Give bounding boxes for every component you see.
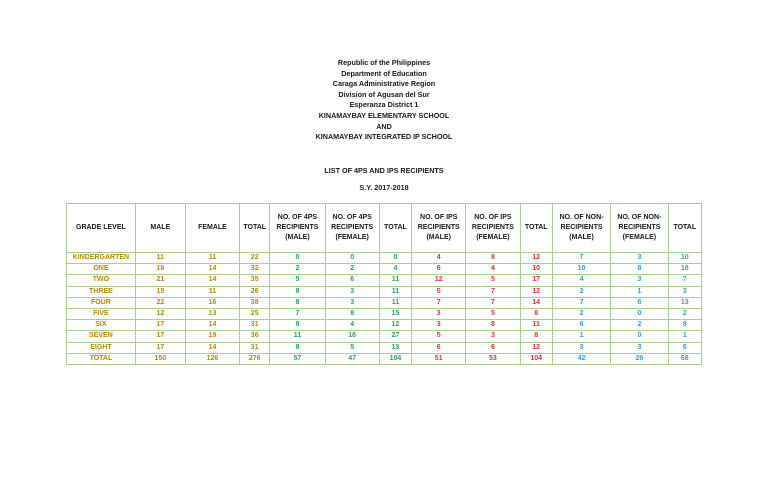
ips-female-cell: 6 xyxy=(466,342,520,353)
col-header-4ps-female: NO. OF 4PS RECIPIENTS (FEMALE) xyxy=(325,204,379,253)
non-female-cell: 6 xyxy=(611,297,668,308)
table-row xyxy=(67,353,702,364)
4ps-total-cell: 4 xyxy=(379,264,411,275)
header-line-division: Division of Agusan del Sur xyxy=(338,89,430,99)
ips-total-cell: 10 xyxy=(520,264,552,275)
non-total-cell: 7 xyxy=(668,275,701,286)
non-male-cell: 7 xyxy=(552,253,610,264)
grade-level-cell: SIX xyxy=(67,320,136,331)
non-male-cell: 3 xyxy=(552,342,610,353)
grade-level-cell: THREE xyxy=(67,286,136,297)
non-female-cell: 3 xyxy=(611,342,668,353)
col-header-4ps-total: TOTAL xyxy=(379,204,411,253)
non-female-cell: 26 xyxy=(611,353,668,364)
ips-total-cell: 14 xyxy=(520,297,552,308)
ips-female-cell: 53 xyxy=(466,353,520,364)
col-header-non-female: NO. OF NON-RECIPIENTS (FEMALE) xyxy=(611,204,668,253)
ips-male-cell: 7 xyxy=(412,297,466,308)
4ps-male-cell: 8 xyxy=(270,297,325,308)
total-cell: 31 xyxy=(240,342,270,353)
grade-level-cell: TOTAL xyxy=(67,353,136,364)
4ps-male-cell: 0 xyxy=(270,253,325,264)
male-cell: 17 xyxy=(135,331,185,342)
col-header-female: FEMALE xyxy=(185,204,239,253)
grade-level-cell: ONE xyxy=(67,264,136,275)
ips-male-cell: 12 xyxy=(412,275,466,286)
header-line-department: Department of Education xyxy=(341,68,427,78)
table-row xyxy=(67,320,702,331)
total-cell: 32 xyxy=(240,264,270,275)
non-total-cell: 3 xyxy=(668,286,701,297)
ips-male-cell: 6 xyxy=(412,342,466,353)
header-line-district: Esperanza District 1 xyxy=(349,100,419,110)
total-cell: 31 xyxy=(240,320,270,331)
4ps-total-cell: 11 xyxy=(379,286,411,297)
4ps-female-cell: 6 xyxy=(325,275,379,286)
total-cell: 36 xyxy=(240,331,270,342)
non-total-cell: 68 xyxy=(668,353,701,364)
non-male-cell: 42 xyxy=(552,353,610,364)
non-total-cell: 2 xyxy=(668,308,701,319)
4ps-female-cell: 4 xyxy=(325,320,379,331)
table-row xyxy=(67,331,702,342)
4ps-total-cell: 13 xyxy=(379,342,411,353)
male-cell: 11 xyxy=(135,253,185,264)
ips-female-cell: 7 xyxy=(466,286,520,297)
female-cell: 16 xyxy=(185,297,239,308)
4ps-male-cell: 8 xyxy=(270,286,325,297)
col-header-non-male: NO. OF NON-RECIPIENTS (MALE) xyxy=(552,204,610,253)
ips-male-cell: 4 xyxy=(412,253,466,264)
male-cell: 12 xyxy=(135,308,185,319)
school-year: S.Y. 2017-2018 xyxy=(359,183,409,192)
4ps-male-cell: 57 xyxy=(270,353,325,364)
4ps-female-cell: 16 xyxy=(325,331,379,342)
male-cell: 22 xyxy=(135,297,185,308)
non-male-cell: 6 xyxy=(552,320,610,331)
total-cell: 38 xyxy=(240,297,270,308)
ips-male-cell: 5 xyxy=(412,331,466,342)
ips-female-cell: 8 xyxy=(466,253,520,264)
4ps-female-cell: 3 xyxy=(325,297,379,308)
non-female-cell: 3 xyxy=(611,275,668,286)
non-total-cell: 1 xyxy=(668,331,701,342)
document-header xyxy=(0,58,768,143)
ips-total-cell: 11 xyxy=(520,320,552,331)
non-female-cell: 8 xyxy=(611,264,668,275)
female-cell: 126 xyxy=(185,353,239,364)
col-header-male: MALE xyxy=(135,204,185,253)
4ps-male-cell: 8 xyxy=(270,320,325,331)
ips-female-cell: 5 xyxy=(466,275,520,286)
ips-total-cell: 8 xyxy=(520,331,552,342)
non-male-cell: 10 xyxy=(552,264,610,275)
table-row xyxy=(67,286,702,297)
ips-female-cell: 7 xyxy=(466,297,520,308)
male-cell: 17 xyxy=(135,342,185,353)
grade-level-cell: SEVEN xyxy=(67,331,136,342)
ips-total-cell: 17 xyxy=(520,275,552,286)
female-cell: 11 xyxy=(185,253,239,264)
female-cell: 14 xyxy=(185,342,239,353)
4ps-male-cell: 5 xyxy=(270,275,325,286)
header-line-republic: Republic of the Philippines xyxy=(337,58,431,67)
total-cell: 35 xyxy=(240,275,270,286)
col-header-ips-female: NO. OF IPS RECIPIENTS (FEMALE) xyxy=(466,204,520,253)
4ps-total-cell: 104 xyxy=(379,353,411,364)
non-total-cell: 13 xyxy=(668,297,701,308)
female-cell: 14 xyxy=(185,264,239,275)
male-cell: 21 xyxy=(135,275,185,286)
non-total-cell: 8 xyxy=(668,320,701,331)
4ps-total-cell: 27 xyxy=(379,331,411,342)
4ps-male-cell: 7 xyxy=(270,308,325,319)
total-cell: 22 xyxy=(240,253,270,264)
table-body xyxy=(67,253,702,365)
table-row xyxy=(67,264,702,275)
total-cell: 276 xyxy=(240,353,270,364)
male-cell: 150 xyxy=(135,353,185,364)
ips-total-cell: 12 xyxy=(520,253,552,264)
4ps-female-cell: 8 xyxy=(325,308,379,319)
header-line-region: Caraga Administrative Region xyxy=(332,79,436,89)
ips-total-cell: 8 xyxy=(520,308,552,319)
table-row xyxy=(67,308,702,319)
female-cell: 11 xyxy=(185,286,239,297)
female-cell: 13 xyxy=(185,308,239,319)
table-row xyxy=(67,342,702,353)
ips-male-cell: 51 xyxy=(412,353,466,364)
4ps-total-cell: 11 xyxy=(379,297,411,308)
non-male-cell: 7 xyxy=(552,297,610,308)
non-male-cell: 1 xyxy=(552,331,610,342)
ips-female-cell: 4 xyxy=(466,264,520,275)
list-title: LIST OF 4PS AND IPS RECIPIENTS xyxy=(324,166,444,175)
male-cell: 17 xyxy=(135,320,185,331)
ips-female-cell: 8 xyxy=(466,320,520,331)
male-cell: 18 xyxy=(135,264,185,275)
recipients-table xyxy=(66,203,702,365)
non-total-cell: 6 xyxy=(668,342,701,353)
col-header-grade-level: GRADE LEVEL xyxy=(67,204,136,253)
4ps-female-cell: 5 xyxy=(325,342,379,353)
non-female-cell: 3 xyxy=(611,253,668,264)
ips-total-cell: 12 xyxy=(520,286,552,297)
grade-level-cell: FOUR xyxy=(67,297,136,308)
4ps-total-cell: 11 xyxy=(379,275,411,286)
table-row xyxy=(67,253,702,264)
non-female-cell: 0 xyxy=(611,308,668,319)
4ps-total-cell: 12 xyxy=(379,320,411,331)
4ps-male-cell: 2 xyxy=(270,264,325,275)
header-line-elementary-school: KINAMAYBAY ELEMENTARY SCHOOL xyxy=(318,110,450,120)
ips-male-cell: 5 xyxy=(412,286,466,297)
non-total-cell: 18 xyxy=(668,264,701,275)
grade-level-cell: FIVE xyxy=(67,308,136,319)
non-male-cell: 2 xyxy=(552,308,610,319)
ips-male-cell: 6 xyxy=(412,264,466,275)
col-header-ips-male: NO. OF IPS RECIPIENTS (MALE) xyxy=(412,204,466,253)
non-female-cell: 1 xyxy=(611,286,668,297)
table-row xyxy=(67,275,702,286)
table-row xyxy=(67,297,702,308)
non-total-cell: 10 xyxy=(668,253,701,264)
header-line-ip-school: KINAMAYBAY INTEGRATED IP SCHOOL xyxy=(315,132,453,142)
female-cell: 19 xyxy=(185,331,239,342)
col-header-4ps-male: NO. OF 4PS RECIPIENTS (MALE) xyxy=(270,204,325,253)
non-male-cell: 4 xyxy=(552,275,610,286)
4ps-female-cell: 2 xyxy=(325,264,379,275)
total-cell: 26 xyxy=(240,286,270,297)
table-header-row xyxy=(67,204,702,253)
4ps-total-cell: 0 xyxy=(379,253,411,264)
4ps-total-cell: 15 xyxy=(379,308,411,319)
non-female-cell: 0 xyxy=(611,331,668,342)
ips-female-cell: 5 xyxy=(466,308,520,319)
male-cell: 15 xyxy=(135,286,185,297)
4ps-female-cell: 47 xyxy=(325,353,379,364)
4ps-male-cell: 11 xyxy=(270,331,325,342)
4ps-male-cell: 8 xyxy=(270,342,325,353)
ips-female-cell: 3 xyxy=(466,331,520,342)
ips-total-cell: 12 xyxy=(520,342,552,353)
ips-male-cell: 3 xyxy=(412,320,466,331)
ips-male-cell: 3 xyxy=(412,308,466,319)
total-cell: 25 xyxy=(240,308,270,319)
col-header-non-total: TOTAL xyxy=(668,204,701,253)
non-female-cell: 2 xyxy=(611,320,668,331)
grade-level-cell: TWO xyxy=(67,275,136,286)
grade-level-cell: KINDERGARTEN xyxy=(67,253,136,264)
col-header-total: TOTAL xyxy=(240,204,270,253)
female-cell: 14 xyxy=(185,320,239,331)
col-header-ips-total: TOTAL xyxy=(520,204,552,253)
grade-level-cell: EIGHT xyxy=(67,342,136,353)
non-male-cell: 2 xyxy=(552,286,610,297)
female-cell: 14 xyxy=(185,275,239,286)
4ps-female-cell: 3 xyxy=(325,286,379,297)
4ps-female-cell: 0 xyxy=(325,253,379,264)
ips-total-cell: 104 xyxy=(520,353,552,364)
header-line-and: AND xyxy=(376,121,392,131)
